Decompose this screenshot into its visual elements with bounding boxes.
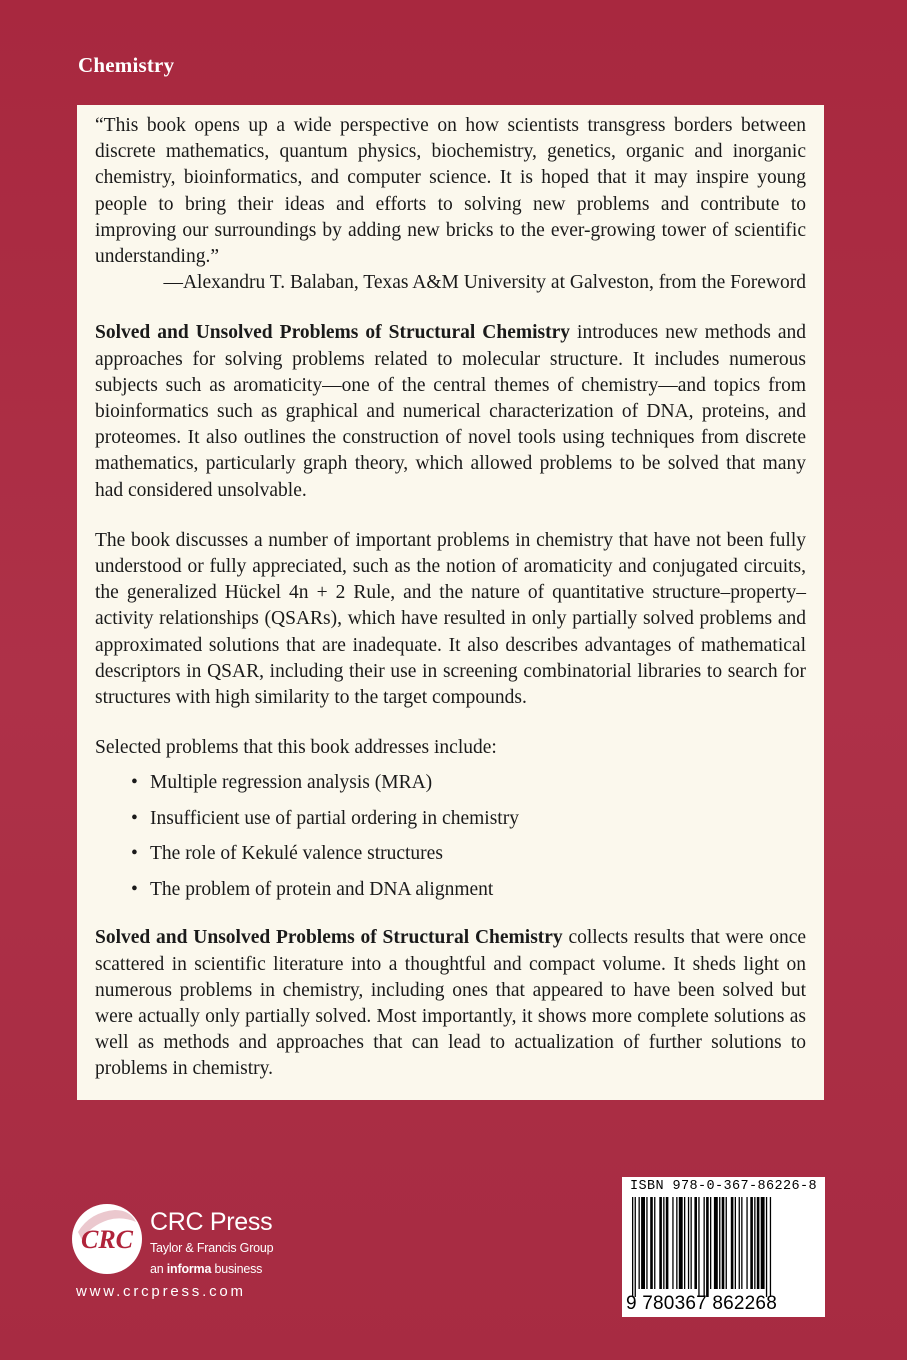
list-item-text: Multiple regression analysis (MRA): [150, 772, 433, 794]
barcode-bar: [726, 1197, 727, 1289]
barcode-bar: [719, 1197, 720, 1289]
barcode-bar: [754, 1197, 755, 1289]
barcode-bar: [663, 1197, 664, 1289]
barcode-bar: [641, 1197, 645, 1289]
category-label: Chemistry: [78, 53, 175, 77]
barcode-bar: [646, 1197, 647, 1289]
book-title-closing: Solved and Unsolved Problems of Structural Chemistry: [95, 927, 563, 949]
barcode-bar: [770, 1197, 771, 1297]
barcode-bar: [691, 1197, 692, 1289]
barcode-bar: [659, 1197, 662, 1289]
ean-right: 862268: [712, 1293, 777, 1314]
barcode-bar: [731, 1197, 734, 1289]
barcode-bar: [639, 1197, 640, 1289]
barcode-block: [622, 1177, 825, 1317]
barcode-bar: [654, 1197, 655, 1289]
spacer: [95, 912, 806, 925]
barcode-bar: [741, 1197, 742, 1289]
publisher-url: www.crcpress.com: [76, 1283, 246, 1300]
informa-prefix: an: [150, 1262, 167, 1276]
spacer: [95, 711, 806, 735]
problems-lead-in: Selected problems that this book addresses include:: [95, 737, 497, 759]
bullet-icon: •: [131, 772, 138, 794]
discussion-paragraph: The book discusses a number of important problems in chemistry that have not been fully understood or fully appreciated, such as the notion of aromaticity and conjugated circuits, the generalized Hückel 4n + 2 Rule, and the nature of quantitative structure–property–activity relationships (QSARs), which have resulted in only partially solved problems and approximated solutions that are inadequate. It also describes advantages of mathematical descriptors in QSAR, including their use in screening combinatorial libraries to search for structures with high similarity to the target compounds.: [95, 529, 806, 709]
crc-logo-icon: [70, 1202, 144, 1276]
ean-lead: 9: [626, 1293, 637, 1314]
bullet-icon: •: [131, 807, 138, 829]
list-item: [131, 841, 806, 867]
isbn-label: ISBN 978-0-367-86226-8: [630, 1179, 818, 1194]
list-item-text: Insufficient use of partial ordering in chemistry: [150, 807, 519, 829]
ean-digits: [626, 1293, 822, 1315]
bullet-icon: •: [131, 878, 138, 900]
spacer: [95, 296, 806, 320]
barcode-bar: [698, 1197, 699, 1297]
publisher-block: [70, 1200, 330, 1310]
barcode-bar: [688, 1197, 689, 1289]
quote-attribution: —Alexandru T. Balaban, Texas A&M University at Galveston, from the Foreword: [163, 272, 806, 294]
barcode-bar: [714, 1197, 718, 1289]
barcode-bar: [766, 1197, 767, 1297]
informa-brand: informa: [166, 1262, 212, 1276]
barcode-bar: [704, 1197, 705, 1297]
crc-logo-text: CRC: [80, 1225, 134, 1254]
barcode-bar: [650, 1197, 653, 1289]
barcode-bar: [672, 1197, 673, 1289]
ean-left: 780367: [642, 1293, 707, 1314]
barcode-bar: [750, 1197, 753, 1289]
barcode-bar: [710, 1197, 711, 1289]
foreword-quote: “This book opens up a wide perspective on how scientists transgress borders between discrete mathematics, quantum physics, biochemistry, genetics, organic and inorganic chemistry, bioinformatics, and computer science. It is hoped that it may inspire young people to bring their ideas and efforts to solving new problems and contribute to improving our surroundings by adding new bricks to the ever-growing tower of scientific understanding.”: [95, 115, 806, 268]
barcode-bar: [676, 1197, 677, 1289]
barcode-bar: [635, 1197, 636, 1297]
barcode-bar: [761, 1197, 765, 1289]
publisher-group: Taylor & Francis Group: [150, 1241, 274, 1255]
closing-text: collects results that were once scattered in scientific literature into a thoughtful and compact volume. It sheds light on numerous problems in chemistry, including ones that appeared to have been solved but were actually only partially solved. Most importantly, it shows more complete solutions as well as methods and approaches that can lead to actualization of further solutions to problems in chemistry.: [95, 927, 807, 1080]
barcode-bar: [735, 1197, 736, 1289]
list-item: [131, 806, 806, 832]
publisher-informa: [150, 1262, 262, 1276]
barcode-icon: [630, 1197, 820, 1297]
description-panel: [77, 105, 824, 1100]
barcode-bar: [746, 1197, 747, 1289]
intro-paragraph: [95, 320, 806, 503]
spacer: [95, 504, 806, 528]
barcode-bar: [632, 1197, 633, 1297]
list-item: [131, 770, 806, 796]
problems-list: [95, 770, 806, 903]
barcode-bar: [694, 1197, 697, 1289]
publisher-name: CRC Press: [150, 1208, 273, 1236]
barcode-bar: [684, 1197, 685, 1289]
barcode-bar: [739, 1197, 740, 1289]
list-item-text: The role of Kekulé valence structures: [150, 843, 443, 865]
barcode-bar: [666, 1197, 669, 1289]
barcode-bar: [722, 1197, 725, 1289]
closing-paragraph: [95, 925, 806, 1082]
list-item-text: The problem of protein and DNA alignment: [150, 878, 494, 900]
list-item: [131, 877, 806, 903]
barcode-bar: [706, 1197, 709, 1297]
bullet-icon: •: [131, 843, 138, 865]
book-title-intro: Solved and Unsolved Problems of Structural Chemistry: [95, 322, 571, 344]
barcode-bar: [757, 1197, 760, 1289]
informa-suffix: business: [211, 1262, 263, 1276]
barcode-bar: [679, 1197, 683, 1289]
intro-text: introduces new methods and approaches for solving problems related to molecular structure. It includes numerous subjects such as aromaticity—one of the central themes of chemistry—and topics from bioinformatics such as graphical and numerical characterization of DNA, proteins, and proteomes. It also outlines the construction of novel tools using techniques from discrete mathematics, particularly graph theory, which allowed problems to be solved that many had considered unsolvable.: [95, 322, 807, 501]
